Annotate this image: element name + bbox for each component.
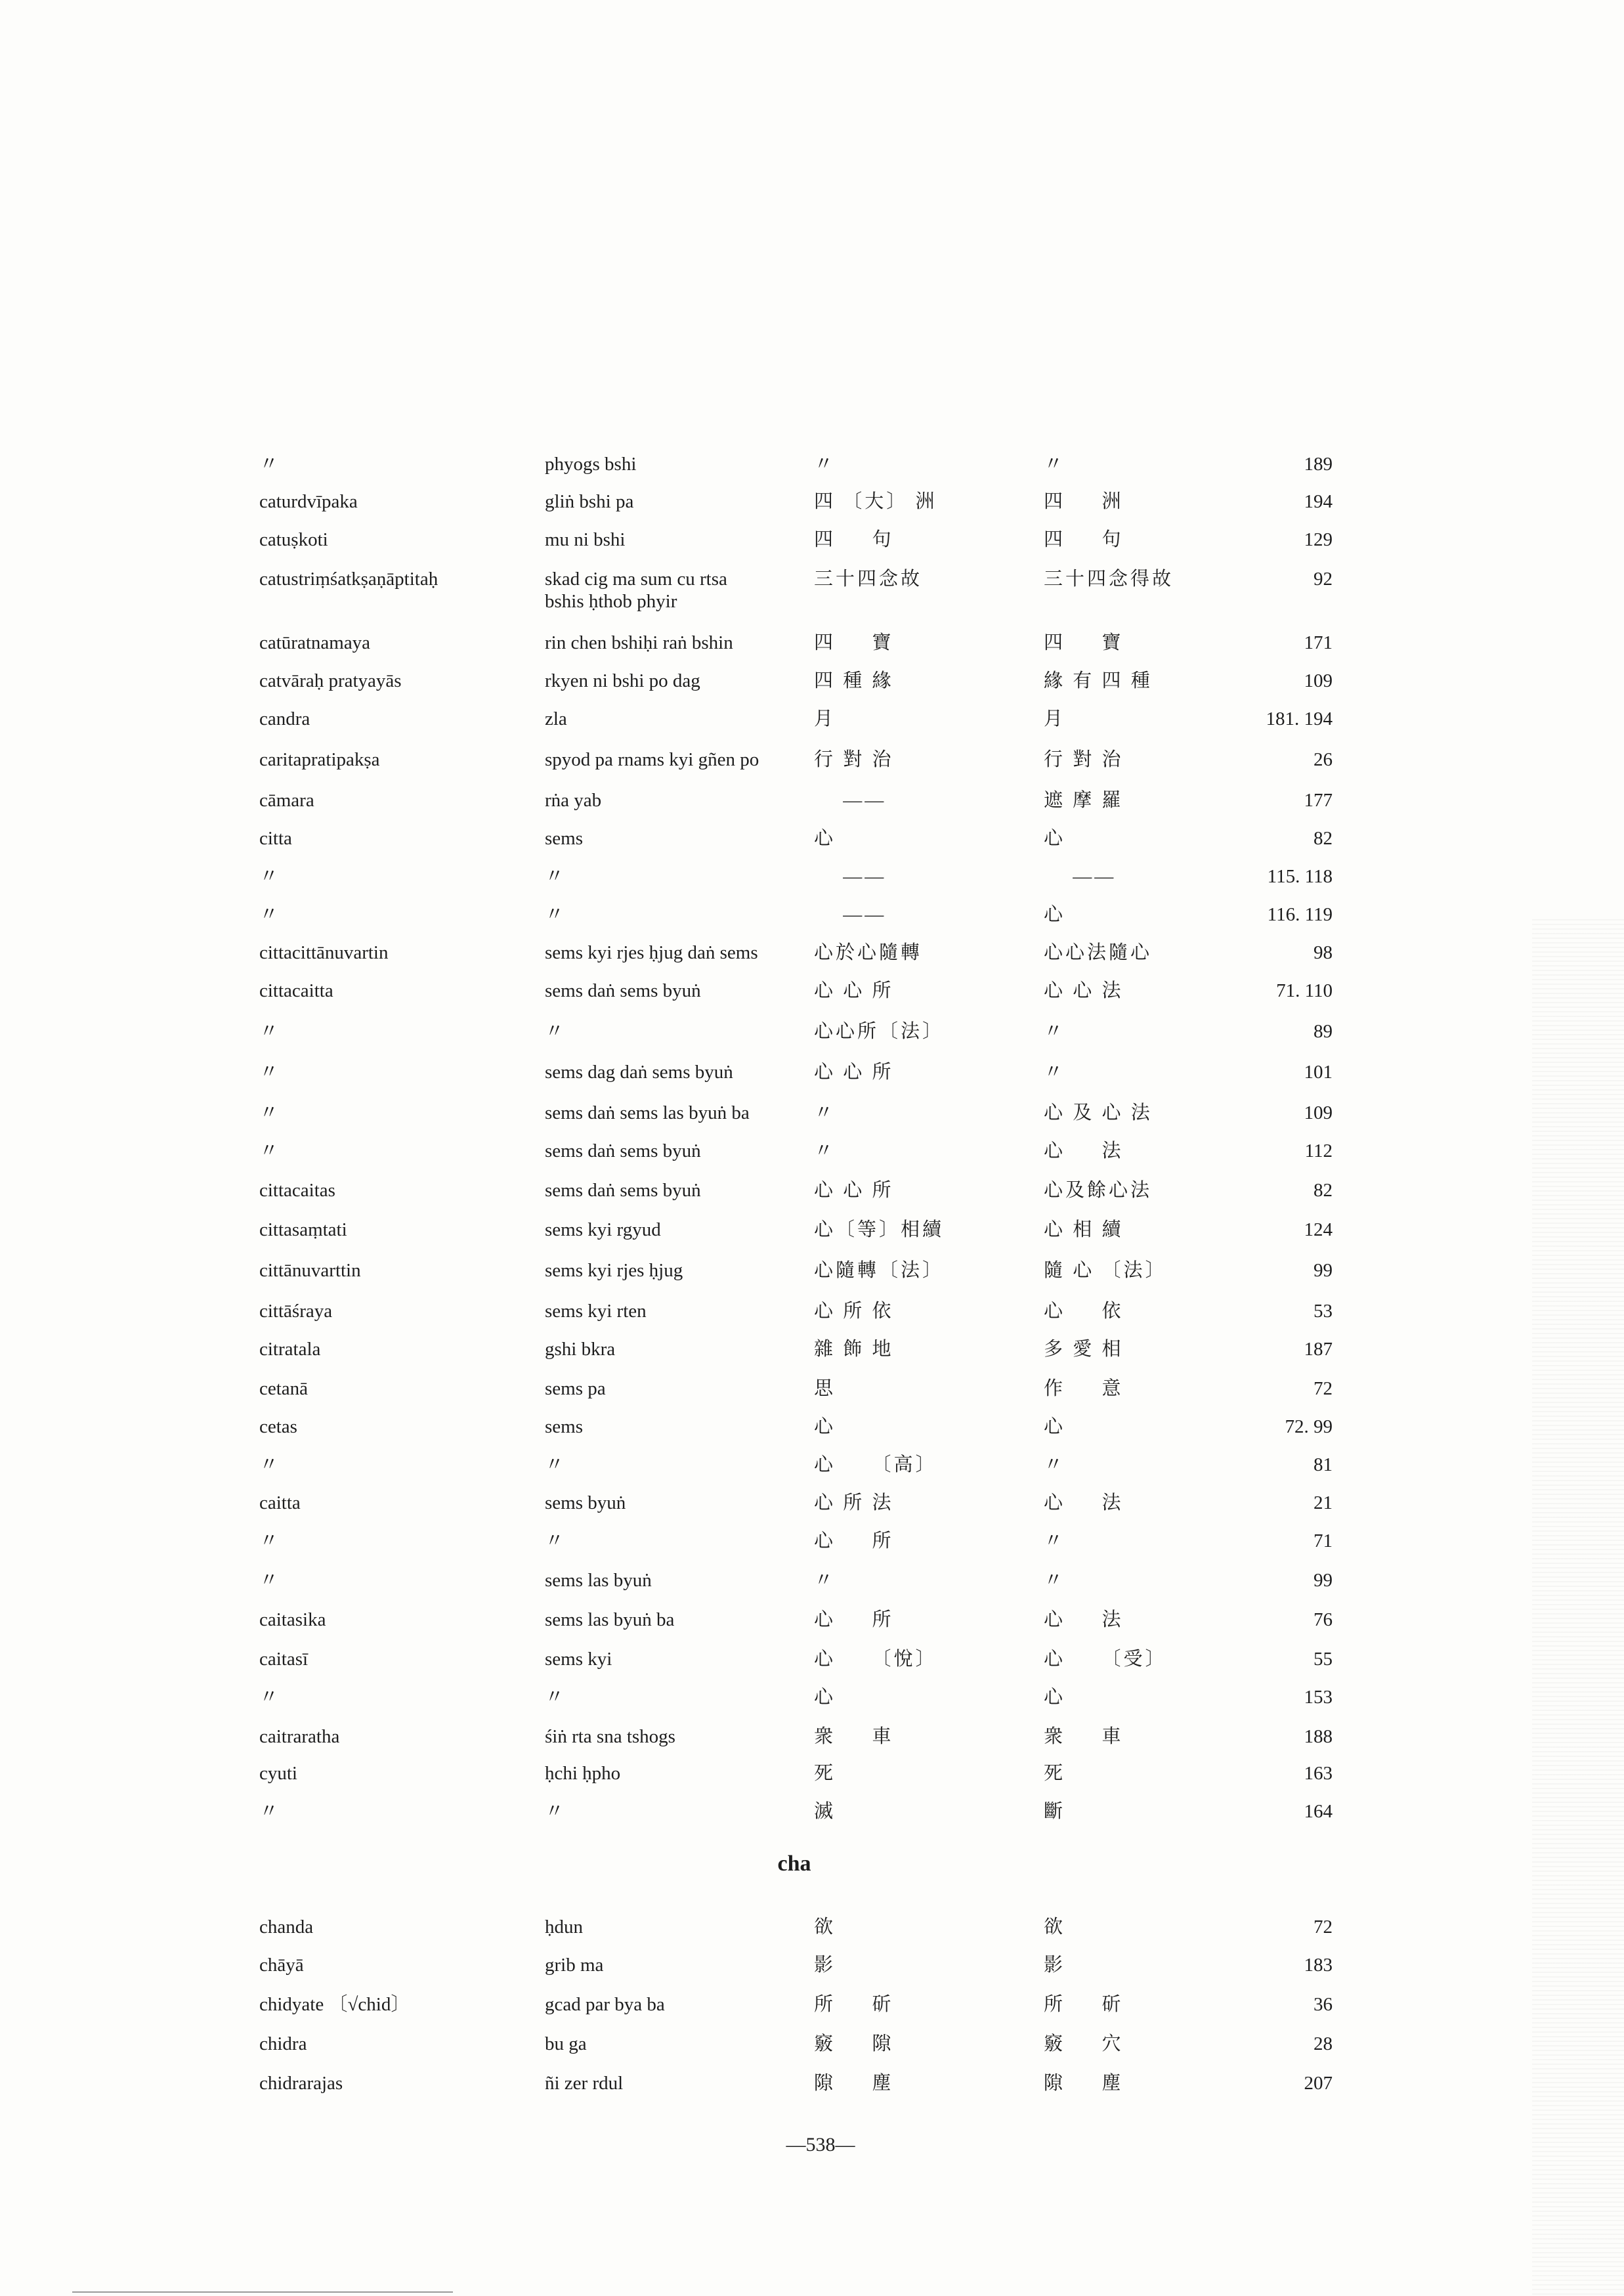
tibetan-term: phyogs bshi — [545, 454, 637, 475]
sanskrit-term: catūratnamaya — [259, 632, 371, 653]
glossary-entry — [0, 1916, 1624, 1957]
sanskrit-term: cittānuvarttin — [259, 1260, 361, 1281]
tibetan-term: grib ma — [545, 1955, 604, 1976]
glossary-entry — [0, 1102, 1624, 1142]
tibetan-term: sems kyi rten — [545, 1301, 647, 1322]
chinese-term-a: ―― — [814, 904, 887, 925]
glossary-entry — [0, 568, 1624, 634]
sanskrit-term: caritapratipakṣa — [259, 749, 380, 770]
page-reference: 71. 110 — [1276, 980, 1333, 1001]
sanskrit-term: 〃 — [259, 866, 279, 887]
chinese-term-b: ―― — [1044, 866, 1117, 887]
chinese-term-b: 四 洲 — [1044, 491, 1124, 512]
glossary-entry — [0, 865, 1624, 906]
chinese-term-b: 心心法隨心 — [1044, 942, 1153, 963]
glossary-entry — [0, 1762, 1624, 1803]
glossary-entry — [0, 1300, 1624, 1341]
chinese-term-a: 隙 塵 — [814, 2073, 894, 2094]
tibetan-term: skad cig ma sum cu rtsa bshis ḥthob phyir — [545, 569, 727, 612]
page-reference: 112 — [1304, 1140, 1333, 1161]
chinese-term-b: 竅 穴 — [1044, 2033, 1124, 2054]
chinese-term-a: 滅 — [814, 1801, 836, 1822]
glossary-entry — [0, 1530, 1624, 1570]
glossary-entry — [0, 1179, 1624, 1220]
chinese-term-b: 〃 — [1044, 1454, 1066, 1475]
glossary-entry — [0, 1686, 1624, 1727]
sanskrit-term: caitta — [259, 1492, 301, 1513]
chinese-term-a: 欲 — [814, 1917, 836, 1938]
chinese-term-a: 心 心 所 — [814, 1180, 894, 1201]
sanskrit-term: 〃 — [259, 1530, 279, 1551]
chinese-term-a: 〃 — [814, 454, 836, 475]
chinese-term-a: 四 種 緣 — [814, 670, 894, 691]
tibetan-term: sems — [545, 1416, 583, 1437]
sanskrit-term: cittasaṃtati — [259, 1219, 347, 1240]
page-reference: 72 — [1314, 1378, 1333, 1399]
tibetan-term: sems kyi rgyud — [545, 1219, 661, 1240]
glossary-entry — [0, 529, 1624, 569]
page-reference: 99 — [1314, 1260, 1333, 1281]
tibetan-term: sems daṅ sems byuṅ — [545, 1180, 701, 1201]
tibetan-term: rin chen bshiḥi raṅ bshin — [545, 632, 733, 653]
chinese-term-b: 衆 車 — [1044, 1726, 1124, 1747]
glossary-entry — [0, 1725, 1624, 1766]
tibetan-term: 〃 — [545, 866, 565, 887]
page-reference: 187 — [1304, 1339, 1333, 1360]
chinese-term-a: 影 — [814, 1955, 836, 1976]
chinese-term-b: 心 相 續 — [1044, 1219, 1124, 1240]
sanskrit-term: caitasika — [259, 1609, 326, 1630]
chinese-term-b: 多 愛 相 — [1044, 1339, 1124, 1360]
sanskrit-term: chidrarajas — [259, 2073, 343, 2094]
chinese-term-b: 心 — [1044, 1416, 1066, 1437]
sanskrit-term: 〃 — [259, 1570, 279, 1591]
tibetan-term: 〃 — [545, 1530, 565, 1551]
chinese-term-b: 心 心 法 — [1044, 980, 1124, 1001]
page-reference: 124 — [1304, 1219, 1333, 1240]
chinese-term-a: 心 — [814, 1416, 836, 1437]
chinese-term-a: 行 對 治 — [814, 749, 894, 770]
page-reference: 55 — [1314, 1649, 1333, 1670]
sanskrit-term: citratala — [259, 1339, 321, 1360]
tibetan-term: gcad par bya ba — [545, 1994, 665, 2015]
tibetan-term: bu ga — [545, 2033, 587, 2054]
page-reference: 89 — [1314, 1021, 1333, 1042]
tibetan-term: spyod pa rnams kyi gñen po — [545, 749, 759, 770]
page-reference: 163 — [1304, 1763, 1333, 1784]
page-reference: 98 — [1314, 942, 1333, 963]
tibetan-term: mu ni bshi — [545, 529, 626, 550]
chinese-term-b: 心 法 — [1044, 1492, 1124, 1513]
page-reference: 92 — [1314, 569, 1333, 590]
page-reference: 181. 194 — [1266, 708, 1333, 729]
chinese-term-a: 雜 飾 地 — [814, 1339, 894, 1360]
chinese-term-b: 斷 — [1044, 1801, 1066, 1822]
tibetan-term: 〃 — [545, 1021, 565, 1042]
page-reference: 177 — [1304, 790, 1333, 811]
chinese-term-a: 心 〔悅〕 — [814, 1649, 937, 1670]
chinese-term-a: 〃 — [814, 1570, 836, 1591]
chinese-term-a: 思 — [814, 1378, 836, 1399]
page-number: —538— — [786, 2134, 855, 2155]
sanskrit-term: cittāśraya — [259, 1301, 333, 1322]
chinese-term-b: 三十四念得故 — [1044, 569, 1174, 590]
tibetan-term: rkyen ni bshi po dag — [545, 670, 700, 691]
glossary-entry — [0, 632, 1624, 672]
tibetan-term: sems daṅ sems byuṅ — [545, 980, 701, 1001]
chinese-term-a: ―― — [814, 866, 887, 887]
sanskrit-term: catuṣkoti — [259, 529, 328, 550]
sanskrit-term: 〃 — [259, 1454, 279, 1475]
sanskrit-term: 〃 — [259, 1062, 279, 1083]
page-reference: 72. 99 — [1285, 1416, 1333, 1437]
chinese-term-a: 心心所〔法〕 — [814, 1021, 945, 1042]
tibetan-term: sems pa — [545, 1378, 606, 1399]
page-reference: 53 — [1314, 1301, 1333, 1322]
page-reference: 109 — [1304, 670, 1333, 691]
sanskrit-term: 〃 — [259, 454, 279, 475]
tibetan-term: ḥdun — [545, 1917, 583, 1938]
chinese-term-a: 衆 車 — [814, 1726, 894, 1747]
chinese-term-a: 心 所 法 — [814, 1492, 894, 1513]
chinese-term-b: 〃 — [1044, 1021, 1066, 1042]
chinese-term-b: 心及餘心法 — [1044, 1180, 1153, 1201]
sanskrit-term: caitraratha — [259, 1726, 340, 1747]
chinese-term-b: 月 — [1044, 708, 1066, 729]
sanskrit-term: caitasī — [259, 1649, 309, 1670]
glossary-entry — [0, 1338, 1624, 1379]
sanskrit-term: cittacaitta — [259, 980, 333, 1001]
page-reference: 99 — [1314, 1570, 1333, 1591]
chinese-term-b: 作 意 — [1044, 1378, 1124, 1399]
glossary-entry — [0, 1800, 1624, 1841]
tibetan-term: sems daṅ sems las byuṅ ba — [545, 1102, 750, 1123]
sanskrit-term: cetas — [259, 1416, 297, 1437]
chinese-term-b: 隙 塵 — [1044, 2073, 1124, 2094]
glossary-entry — [0, 1648, 1624, 1689]
chinese-term-a: 心〔等〕相續 — [814, 1219, 945, 1240]
chinese-term-a: 心 — [814, 1687, 836, 1708]
sanskrit-term: cittacaitas — [259, 1180, 335, 1201]
tibetan-term: sems — [545, 828, 583, 849]
chinese-term-a: 心隨轉〔法〕 — [814, 1260, 945, 1281]
chinese-term-a: 心 心 所 — [814, 1062, 894, 1083]
page-reference: 76 — [1314, 1609, 1333, 1630]
page-reference: 109 — [1304, 1102, 1333, 1123]
page-reference: 115. 118 — [1267, 866, 1333, 887]
tibetan-term: sems las byuṅ — [545, 1570, 652, 1591]
chinese-term-a: 所 斫 — [814, 1994, 894, 2015]
sanskrit-term: 〃 — [259, 1140, 279, 1161]
sanskrit-term: 〃 — [259, 1102, 279, 1123]
chinese-term-b: 心 — [1044, 828, 1066, 849]
tibetan-term: sems byuṅ — [545, 1492, 626, 1513]
page-reference: 21 — [1314, 1492, 1333, 1513]
glossary-entry — [0, 2033, 1624, 2073]
page-reference: 194 — [1304, 491, 1333, 512]
chinese-term-a: 竅 隙 — [814, 2033, 894, 2054]
glossary-entry — [0, 980, 1624, 1020]
tibetan-term: sems dag daṅ sems byuṅ — [545, 1062, 733, 1083]
tibetan-term: sems kyi — [545, 1649, 612, 1670]
sanskrit-term: chidra — [259, 2033, 307, 2054]
chinese-term-a: 心 所 — [814, 1530, 894, 1551]
glossary-entry — [0, 1609, 1624, 1649]
glossary-entry — [0, 942, 1624, 982]
chinese-term-a: 月 — [814, 708, 836, 729]
chinese-term-a: 心 所 依 — [814, 1301, 894, 1322]
chinese-term-b: 四 句 — [1044, 529, 1124, 550]
sanskrit-term: chanda — [259, 1917, 314, 1938]
sanskrit-term: cittacittānuvartin — [259, 942, 389, 963]
chinese-term-a: 四 寶 — [814, 632, 894, 653]
chinese-term-b: 影 — [1044, 1955, 1066, 1976]
glossary-entry — [0, 1993, 1624, 2034]
chinese-term-a: 心 〔高〕 — [814, 1454, 937, 1475]
glossary-entry — [0, 670, 1624, 710]
sanskrit-term: cyuti — [259, 1763, 297, 1784]
chinese-term-b: 心 及 心 法 — [1044, 1102, 1153, 1123]
chinese-term-a: 心 — [814, 828, 836, 849]
sanskrit-term: cāmara — [259, 790, 314, 811]
page-reference: 26 — [1314, 749, 1333, 770]
chinese-term-a: 四 句 — [814, 529, 894, 550]
tibetan-term: gshi bkra — [545, 1339, 616, 1360]
glossary-entry — [0, 748, 1624, 789]
page-reference: 36 — [1314, 1994, 1333, 2015]
tibetan-term: sems kyi rjes ḥjug daṅ sems — [545, 942, 758, 963]
tibetan-term: rṅa yab — [545, 790, 602, 811]
chinese-term-b: 死 — [1044, 1763, 1066, 1784]
chinese-term-b: 緣 有 四 種 — [1044, 670, 1153, 691]
page-reference: 171 — [1304, 632, 1333, 653]
glossary-entry — [0, 1569, 1624, 1610]
page-reference: 81 — [1314, 1454, 1333, 1475]
chinese-term-a: 四 〔大〕 洲 — [814, 491, 937, 512]
section-heading: cha — [777, 1852, 811, 1876]
chinese-term-a: 三十四念故 — [814, 569, 923, 590]
sanskrit-term: 〃 — [259, 904, 279, 925]
glossary-entry — [0, 1061, 1624, 1102]
glossary-entry — [0, 1219, 1624, 1259]
glossary-entry — [0, 903, 1624, 944]
tibetan-term: 〃 — [545, 904, 565, 925]
chinese-term-a: 心於心隨轉 — [814, 942, 923, 963]
page-reference: 188 — [1304, 1726, 1333, 1747]
tibetan-term: sems daṅ sems byuṅ — [545, 1140, 701, 1161]
bottom-rule — [72, 2291, 453, 2293]
sanskrit-term: 〃 — [259, 1687, 279, 1708]
chinese-term-b: 心 法 — [1044, 1609, 1124, 1630]
tibetan-term: gliṅ bshi pa — [545, 491, 634, 512]
tibetan-term: śiṅ rta sna tshogs — [545, 1726, 675, 1747]
page-reference: 189 — [1304, 454, 1333, 475]
tibetan-term: 〃 — [545, 1687, 565, 1708]
page-reference: 82 — [1314, 828, 1333, 849]
page-reference: 129 — [1304, 529, 1333, 550]
page-reference: 183 — [1304, 1955, 1333, 1976]
chinese-term-b: 遮 摩 羅 — [1044, 790, 1124, 811]
tibetan-term: 〃 — [545, 1454, 565, 1475]
chinese-term-a: 〃 — [814, 1102, 836, 1123]
page-reference: 207 — [1304, 2073, 1333, 2094]
glossary-entry — [0, 490, 1624, 531]
glossary-entry — [0, 1492, 1624, 1532]
glossary-entry — [0, 1377, 1624, 1418]
glossary-entry — [0, 453, 1624, 494]
glossary-entry — [0, 1140, 1624, 1180]
tibetan-term: sems kyi rjes ḥjug — [545, 1260, 683, 1281]
chinese-term-a: ―― — [814, 790, 887, 811]
tibetan-term: 〃 — [545, 1801, 565, 1822]
page-reference: 82 — [1314, 1180, 1333, 1201]
sanskrit-term: cetanā — [259, 1378, 309, 1399]
sanskrit-term: chāyā — [259, 1955, 304, 1976]
chinese-term-b: 隨 心 〔法〕 — [1044, 1260, 1167, 1281]
chinese-term-b: 心 — [1044, 1687, 1066, 1708]
glossary-entry — [0, 708, 1624, 748]
glossary-entry — [0, 2072, 1624, 2113]
chinese-term-b: 心 法 — [1044, 1140, 1124, 1161]
glossary-entry — [0, 1416, 1624, 1456]
chinese-term-b: 心 〔受〕 — [1044, 1649, 1167, 1670]
chinese-term-b: 四 寶 — [1044, 632, 1124, 653]
glossary-entry — [0, 1454, 1624, 1494]
sanskrit-term: citta — [259, 828, 292, 849]
chinese-term-b: 心 — [1044, 904, 1066, 925]
sanskrit-term: catvāraḥ pratyayās — [259, 670, 402, 691]
page-reference: 101 — [1304, 1062, 1333, 1083]
page-reference: 153 — [1304, 1687, 1333, 1708]
page-reference: 28 — [1314, 2033, 1333, 2054]
tibetan-term: ḥchi ḥpho — [545, 1763, 621, 1784]
sanskrit-term: 〃 — [259, 1021, 279, 1042]
chinese-term-b: 〃 — [1044, 1062, 1066, 1083]
chinese-term-b: 行 對 治 — [1044, 749, 1124, 770]
chinese-term-b: 所 斫 — [1044, 1994, 1124, 2015]
tibetan-term: zla — [545, 708, 567, 729]
chinese-term-b: 〃 — [1044, 1530, 1066, 1551]
sanskrit-term: caturdvīpaka — [259, 491, 358, 512]
chinese-term-a: 心 心 所 — [814, 980, 894, 1001]
glossary-entry — [0, 827, 1624, 868]
glossary-entry — [0, 1259, 1624, 1300]
sanskrit-term: candra — [259, 708, 310, 729]
page-reference: 164 — [1304, 1801, 1333, 1822]
chinese-term-b: 〃 — [1044, 454, 1066, 475]
tibetan-term: ñi zer rdul — [545, 2073, 624, 2094]
glossary-entry — [0, 1020, 1624, 1061]
glossary-entry — [0, 1954, 1624, 1995]
chinese-term-b: 欲 — [1044, 1917, 1066, 1938]
tibetan-term: sems las byuṅ ba — [545, 1609, 675, 1630]
chinese-term-a: 死 — [814, 1763, 836, 1784]
sanskrit-term: catustriṃśatkṣaṇāptitaḥ — [259, 569, 438, 590]
chinese-term-b: 〃 — [1044, 1570, 1066, 1591]
chinese-term-b: 心 依 — [1044, 1301, 1124, 1322]
sanskrit-term: 〃 — [259, 1801, 279, 1822]
sanskrit-term: chidyate 〔√chid〕 — [259, 1994, 410, 2015]
glossary-entry — [0, 789, 1624, 830]
page-reference: 116. 119 — [1267, 904, 1333, 925]
page-reference: 72 — [1314, 1917, 1333, 1938]
chinese-term-a: 心 所 — [814, 1609, 894, 1630]
chinese-term-a: 〃 — [814, 1140, 836, 1161]
page-reference: 71 — [1314, 1530, 1333, 1551]
